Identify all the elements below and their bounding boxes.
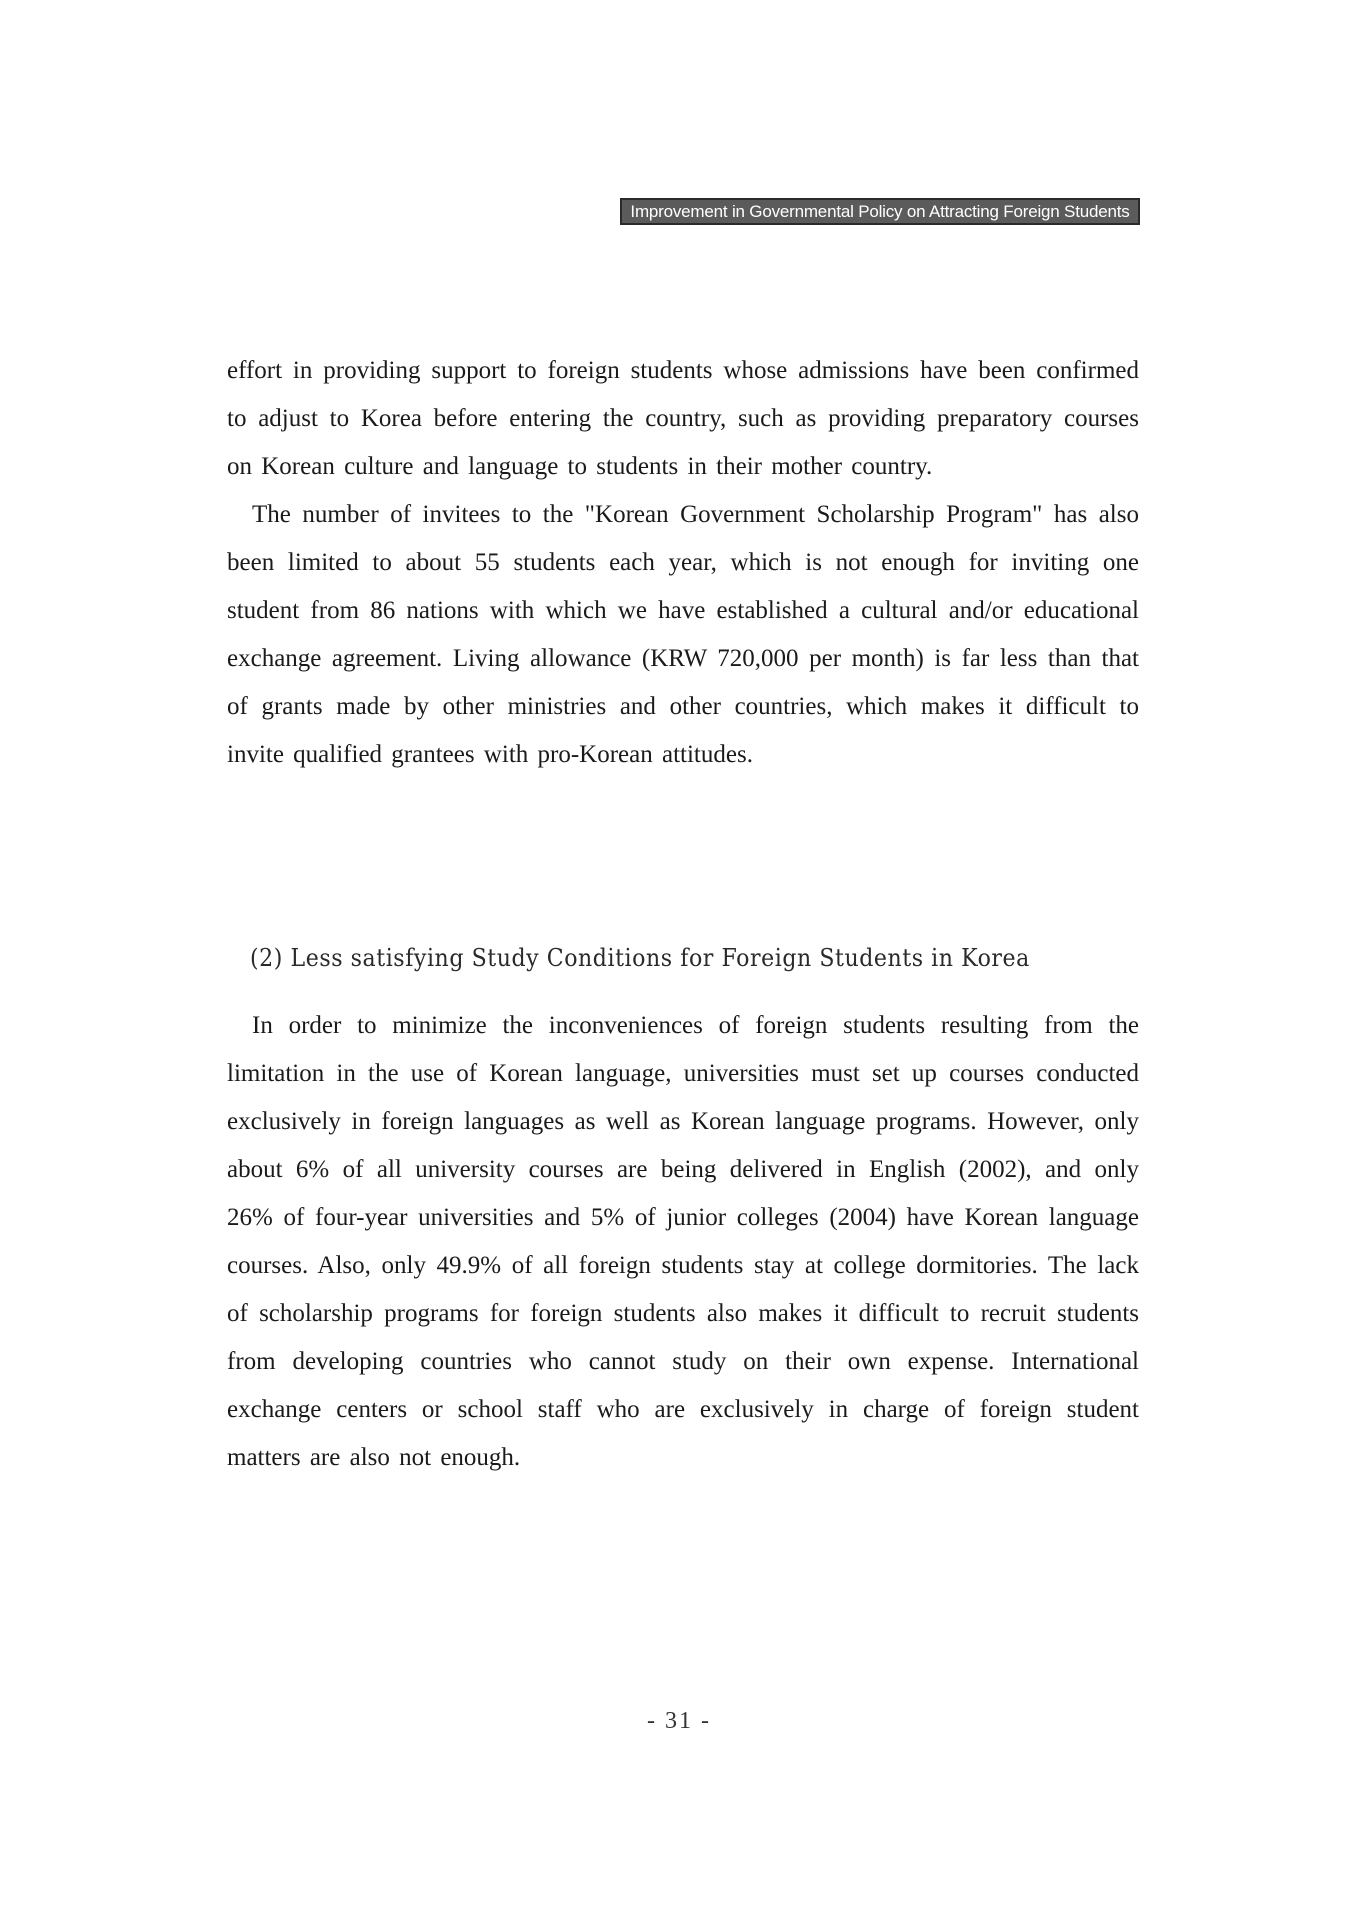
paragraph-scholarship-program: The number of invitees to the "Korean Government Scholarship Program" has also been limited to about 55 students each year, which is not enough for inviting one student from 86 nations with which we have established a cultural and/or educational exchange agreement. Living allowance (KRW 720,000 per month) is far less than that of grants made by other ministries and other countries, which makes it difficult to invite qualified grantees with pro-Korean attitudes.	[227, 501, 1139, 768]
body-section-2	[227, 1002, 1139, 1482]
paragraph-study-conditions: In order to minimize the inconveniences of foreign students resulting from the limitation in the use of Korean language, universities must set up courses conducted exclusively in foreign languages as well as Korean language programs. However, only about 6% of all university courses are being delivered in English (2002), and only 26% of four-year universities and 5% of junior colleges (2004) have Korean language courses. Also, only 49.9% of all foreign students stay at college dormitories. The lack of scholarship programs for foreign students also makes it difficult to recruit students from developing countries who cannot study on their own expense. International exchange centers or school staff who are exclusively in charge of foreign student matters are also not enough.	[227, 1012, 1139, 1471]
page-number: - 31 -	[647, 1708, 711, 1734]
section-heading: (2) Less satisfying Study Conditions for Foreign Students in Korea	[250, 944, 1030, 972]
body-section-1	[227, 347, 1139, 779]
paragraph-continuation: effort in providing support to foreign students whose admissions have been confirmed to adjust to Korea before entering the country, such as providing preparatory courses on Korean culture and language to students in their mother country.	[227, 357, 1139, 480]
running-header: Improvement in Governmental Policy on Attracting Foreign Students	[620, 198, 1140, 225]
